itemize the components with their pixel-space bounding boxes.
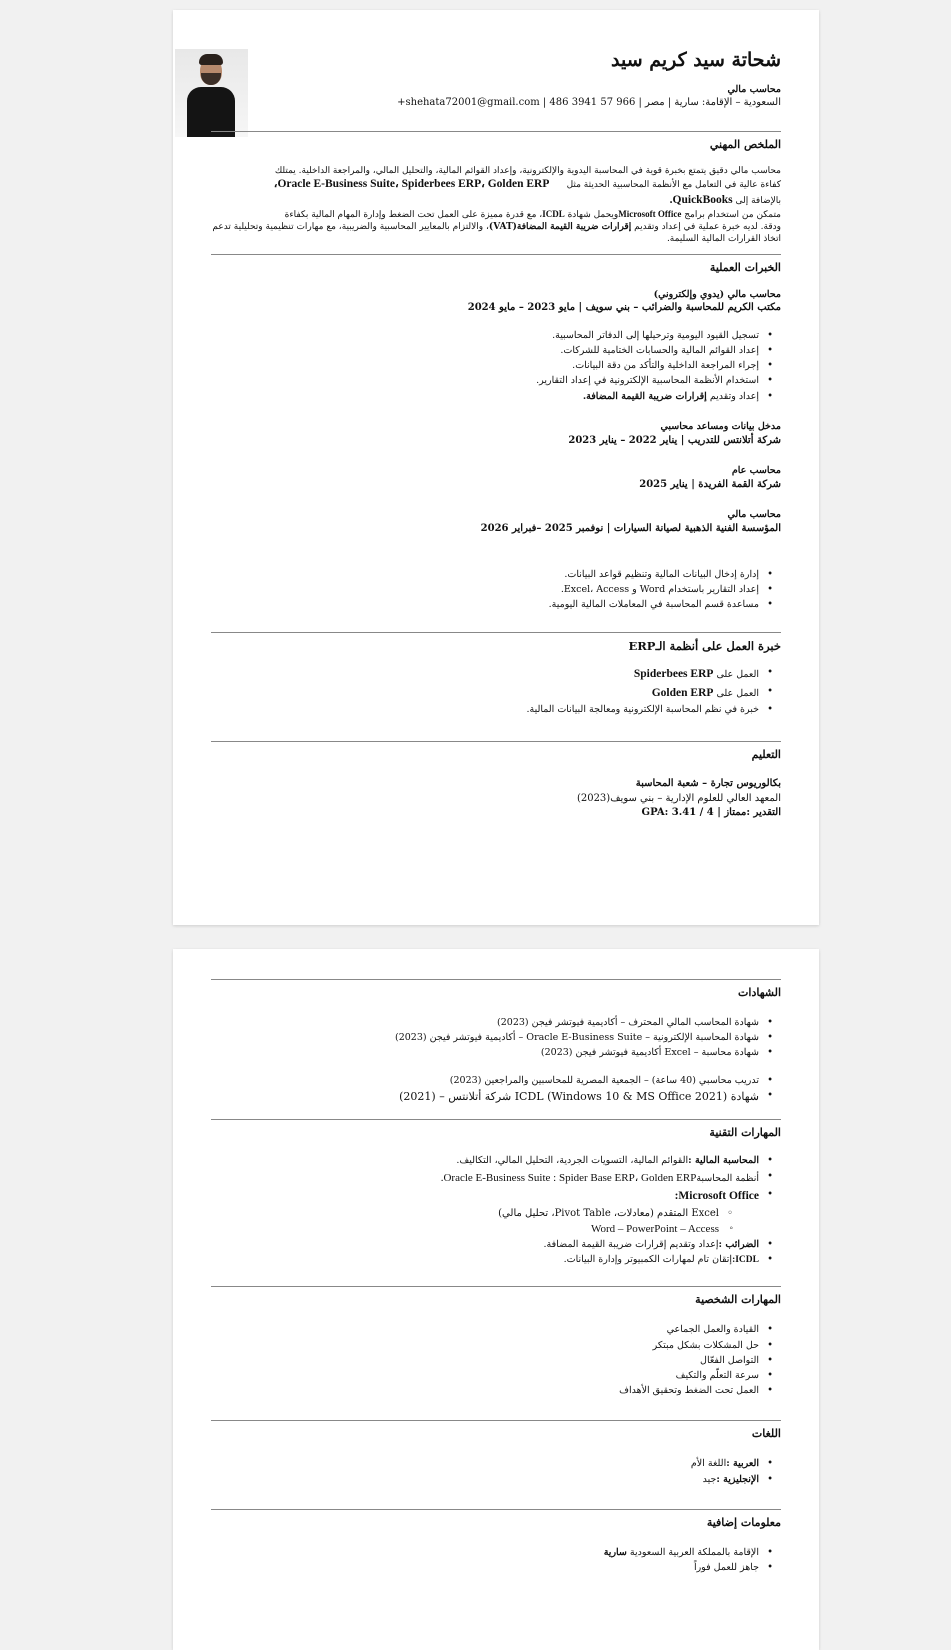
section-title-summary: الملخص المهني — [709, 138, 781, 151]
list-item: • إدارة إدخال البيانات المالية وتنظيم قواعد البيانات. — [211, 567, 759, 582]
page-1-content — [211, 10, 781, 925]
list-item-text: إتقان تام لمهارات الكمبيوتر وإدارة البيانات. — [563, 1254, 733, 1266]
summary-line — [211, 193, 781, 209]
divider — [211, 254, 781, 255]
list-item: • مساعدة قسم المحاسبة في المعاملات المالية اليومية. — [211, 597, 759, 612]
summary-text — [211, 165, 781, 246]
list-item — [211, 1472, 759, 1487]
languages-list — [211, 1456, 781, 1486]
job-title: محاسب عام — [731, 465, 781, 477]
summary-text-fragment: متمكن من استخدام برامج — [684, 210, 781, 221]
divider — [211, 1420, 781, 1421]
list-item: • القيادة والعمل الجماعي — [211, 1322, 759, 1337]
grade-label: التقدير : — [746, 807, 781, 819]
list-item — [211, 702, 759, 717]
sub-list-item: ◦ Word – PowerPoint – Access — [211, 1221, 719, 1238]
job-entry — [211, 288, 781, 404]
contact-line: السعودية – الإقامة: سارية | مصر | shehata72001@gmail.com | 486 3941 57 966+ — [397, 97, 781, 108]
certificates-list — [211, 1073, 781, 1106]
job-meta: مكتب الكريم للمحاسبة والضرائب – بني سويف | مايو 2023 – مايو 2024 — [467, 302, 781, 314]
job-entry — [211, 508, 781, 612]
divider — [211, 1509, 781, 1510]
vat: إقرارات ضريبة القيمة المضافة(VAT) — [488, 222, 632, 233]
section-title-tech-skills: المهارات التقنية — [709, 1126, 781, 1140]
summary-line: محاسب مالي دقيق يتمتع بخبرة قوية في المحاسبة اليدوية والإلكترونية، وإعداد القوائم المالية، والتحليل المالي، والمراجعة الداخلية. يمتلك — [274, 166, 781, 176]
job-meta: شركة القمة الفريدة | يناير 2025 — [639, 478, 781, 490]
list-item-bold: إقرارات ضريبة القيمة المضافة. — [582, 390, 707, 402]
list-item-text: أنظمة المحاسبة — [696, 1172, 759, 1184]
list-item: • حل المشكلات بشكل مبتكر — [211, 1338, 759, 1353]
list-item-text: خبرة في نظم المحاسبة الإلكترونية ومعالجة البيانات المالية. — [526, 703, 759, 715]
section-title-soft-skills: المهارات الشخصية — [695, 1293, 781, 1307]
list-item-text: العمل على — [716, 687, 759, 699]
summary-text-fragment: بالإضافة إلى — [735, 195, 781, 206]
list-item-bold: Spiderbees ERP — [633, 668, 714, 681]
section-title-erp: خبرة العمل على أنظمة الـERP — [628, 639, 781, 654]
list-item-bold: الضرائب : — [718, 1239, 759, 1251]
list-item — [211, 389, 759, 404]
list-item-text: القوائم المالية، التسويات الجردية، التحليل المالي، التكاليف. — [456, 1155, 689, 1167]
list-item-bold: Golden ERP — [651, 686, 714, 699]
job-meta: شركة أتلانتس للتدريب | يناير 2022 – يناير 2023 — [568, 434, 781, 446]
section-title-additional: معلومات إضافية — [706, 1515, 781, 1529]
institute: المعهد العالي للعلوم الإدارية – بني سويف(2023) — [576, 792, 781, 804]
icdl: ICDL — [542, 209, 565, 220]
job-title: محاسب مالي — [727, 84, 781, 95]
list-item: • إعداد القوائم المالية والحسابات الختامية للشركات. — [211, 343, 759, 358]
divider — [211, 741, 781, 742]
list-item-text: إعداد وتقديم إقرارات ضريبة القيمة المضافة. — [543, 1239, 719, 1251]
list-item — [211, 1456, 759, 1471]
education-entry — [211, 777, 781, 821]
list-item: • شهادة محاسبة – Excel أكاديمية فيوتشر فيجن (2023) — [211, 1045, 759, 1060]
list-item — [211, 1187, 759, 1205]
page-2-content — [211, 949, 781, 1650]
list-item — [211, 1545, 759, 1560]
list-item-bold: الإنجليزية : — [716, 1473, 759, 1485]
list-item: • إعداد التقارير باستخدام Word و Excel، Access. — [211, 582, 759, 597]
job-title: مدخل بيانات ومساعد محاسبي — [660, 420, 781, 432]
job-duties — [211, 567, 781, 613]
list-item: • التواصل الفعّال — [211, 1353, 759, 1368]
list-item — [211, 1237, 759, 1252]
section-title-experience: الخبرات العملية — [709, 260, 781, 274]
tech-skills-list — [211, 1153, 781, 1205]
sub-list-item: ◦ Excel المتقدم (معادلات، Pivot Table، تحليل مالي) — [211, 1206, 719, 1221]
job-entry — [211, 420, 781, 448]
grade — [211, 806, 781, 821]
divider — [211, 1286, 781, 1287]
list-item: • العمل تحت الضغط وتحقيق الأهداف — [211, 1383, 759, 1398]
list-item — [211, 684, 759, 702]
divider — [211, 1119, 781, 1120]
summary-text-fragment: ويحمل شهادة — [567, 210, 619, 221]
list-item: • استخدام الأنظمة المحاسبية الإلكترونية في إعداد التقارير. — [211, 373, 759, 388]
summary-text-fragment: ، مع قدرة مميزة على العمل تحت الضغط وإدارة المهام المالية بكفاءة — [284, 210, 543, 221]
section-title-certificates: الشهادات — [738, 986, 781, 999]
section-title-languages: اللغات — [751, 1427, 781, 1441]
soft-skills-list — [211, 1322, 781, 1398]
quickbooks: QuickBooks. — [669, 193, 733, 206]
list-item-text: جيد — [702, 1473, 717, 1485]
additional-list — [211, 1545, 781, 1575]
job-entry — [211, 464, 781, 492]
divider — [211, 632, 781, 633]
list-item-latin: Oracle E-Business Suite : Spider Base ERP، Golden ERP. — [440, 1171, 697, 1184]
degree: بكالوريوس تجارة – شعبة المحاسبة — [635, 778, 781, 790]
tech-skills-list — [211, 1237, 781, 1268]
summary-text-fragment: ودقة. لديه خبرة عملية في إعداد وتقديم — [634, 222, 781, 233]
erp-list: Oracle E-Business Suite، Spiderbees ERP، Golden ERP، — [273, 178, 550, 191]
list-item: • إجراء المراجعة الداخلية والتأكد من دقة البيانات. — [211, 358, 759, 373]
ms-office: Microsoft Office — [618, 209, 682, 220]
list-item-text: العمل على — [716, 669, 759, 681]
divider — [211, 979, 781, 980]
list-item — [211, 665, 759, 683]
grade-value: ممتاز | GPA: 3.41 / 4 — [641, 807, 747, 819]
job-meta: المؤسسة الفنية الذهبية لصيانة السيارات | نوفمبر 2025 –فبراير 2026 — [480, 523, 781, 535]
list-item-bold: سارية — [603, 1546, 627, 1558]
summary-line — [211, 208, 781, 221]
office-sub-list — [211, 1206, 781, 1238]
list-item: • شهادة ICDL (Windows 10 & MS Office 2021) شركة أتلانتس – (2021) — [211, 1088, 759, 1106]
job-title: محاسب مالي — [727, 509, 781, 521]
list-item-text: إعداد وتقديم — [709, 390, 759, 402]
certificates-list — [211, 1015, 781, 1061]
divider — [211, 131, 781, 132]
list-item-text: اللغة الأم — [690, 1458, 727, 1470]
list-item — [211, 1153, 759, 1168]
job-title: محاسب مالي (يدوي وإلكتروني) — [653, 288, 781, 300]
list-item-bold: ICDL: — [732, 1255, 759, 1266]
resume-page-2 — [173, 949, 819, 1650]
list-item: • شهادة المحاسبة الإلكترونية – Oracle E-Business Suite – أكاديمية فيوتشر فيجن (2023) — [211, 1030, 759, 1045]
summary-line — [211, 221, 781, 245]
job-duties — [211, 328, 781, 404]
list-item: • سرعة التعلّم والتكيف — [211, 1368, 759, 1383]
erp-list — [211, 665, 781, 717]
list-item: • تسجيل القيود اليومية وترحيلها إلى الدفاتر المحاسبية. — [211, 328, 759, 343]
resume-page-1 — [173, 10, 819, 925]
list-item — [211, 1169, 759, 1188]
summary-text-fragment: كفاءة عالية في التعامل مع الأنظمة المحاسبية الحديثة مثل — [566, 180, 781, 191]
list-item-bold: العربية : — [726, 1458, 759, 1470]
summary-text-fragment: ، والالتزام بالمعايير المحاسبية والضريبية، مع مهارات تنظيمية وتحليلية تدعم اتخاذ القرارات المالية السليمة. — [212, 222, 781, 245]
list-item: • جاهز للعمل فوراً — [211, 1560, 759, 1575]
summary-line — [211, 177, 781, 193]
list-item-bold: Microsoft Office: — [674, 1190, 759, 1203]
section-title-education: التعليم — [751, 748, 781, 762]
list-item-bold: المحاسبة المالية : — [688, 1155, 759, 1167]
candidate-name: شحاتة سيد كريم سيد — [610, 49, 781, 71]
list-item — [211, 1252, 759, 1268]
list-item: • شهادة المحاسب المالي المحترف – أكاديمية فيوتشر فيجن (2023) — [211, 1015, 759, 1030]
list-item-text: الإقامة بالمملكة العربية السعودية — [629, 1546, 759, 1558]
list-item: • تدريب محاسبي (40 ساعة) – الجمعية المصرية للمحاسبين والمراجعين (2023) — [211, 1073, 759, 1088]
